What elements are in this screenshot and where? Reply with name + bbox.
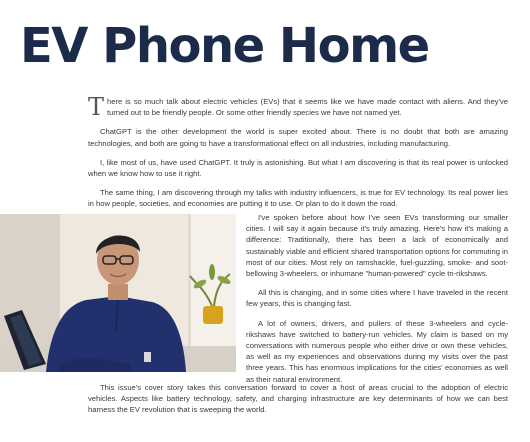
author-portrait-illustration [0, 214, 236, 372]
paragraph-ev-power: The same thing, I am discovering through my talks with industry influencers, is true for EV technology. Its real power lies in how people, societies, and economies are putting it to use. Or plan to do it down the road. [88, 188, 508, 209]
article-title: EV Phone Home [20, 18, 429, 74]
paragraph-chatgpt: ChatGPT is the other development the world is super excited about. There is no doubt that both are amazing technologies, and both are going to have a transformational effect on all industries, including manufacturing. [88, 127, 508, 148]
paragraph-chatgpt-use: I, like most of us, have used ChatGPT. It truly is astonishing. But what I am discovering is that its real power is unlocked when we know how to use it right. [88, 157, 508, 179]
paragraph-changing: All this is changing, and in some cities where I have traveled in the recent few years, this is changing fast. [246, 288, 508, 309]
paragraph-cover-story: This issue's cover story takes this conversation forward to cover a host of areas crucial to the adoption of electric vehicles. Aspects like battery technology, safety, and charging infrastructure are key determinants of how we can best harness the EV revolution that is sweeping the world. [88, 383, 508, 415]
intro-paragraph [88, 93, 508, 121]
intro-text: here is so much talk about electric vehicles (EVs) that it seems like we have made contact with aliens. And they've turned out to be friendly people. Or some other friendly species we have not named yet. [107, 97, 508, 118]
author-photo [0, 214, 236, 372]
intro-column [88, 93, 508, 218]
drop-cap: T [88, 93, 105, 121]
paragraph-battery-vehicles: A lot of owners, drivers, and pullers of these 3-wheelers and cycle-rikshaws have switched to battery-run vehicles. My claim is based on my conversations with numerous people who either drive or own these vehicles, as well as my experiences and observations during my visits over the past three years. This has enormous implications for the cities' economies as well as their natural environment. [246, 318, 508, 384]
paragraph-smaller-cities: I've spoken before about how I've seen EVs transforming our smaller cities. I will say it again because it's truly amazing. Here's how it's making a difference: Traditionally, there has been a lack of economically and sustainably viable and efficient shared transportation options for commuting in most of our cities. Most rely on ramshackle, fuel-guzzling, smoke- and soot-bellowing 3-wheelers, or inhumane "human-powered" cycle tri-rikshaws. [246, 213, 508, 279]
right-column [246, 212, 508, 393]
bottom-column [88, 382, 508, 416]
